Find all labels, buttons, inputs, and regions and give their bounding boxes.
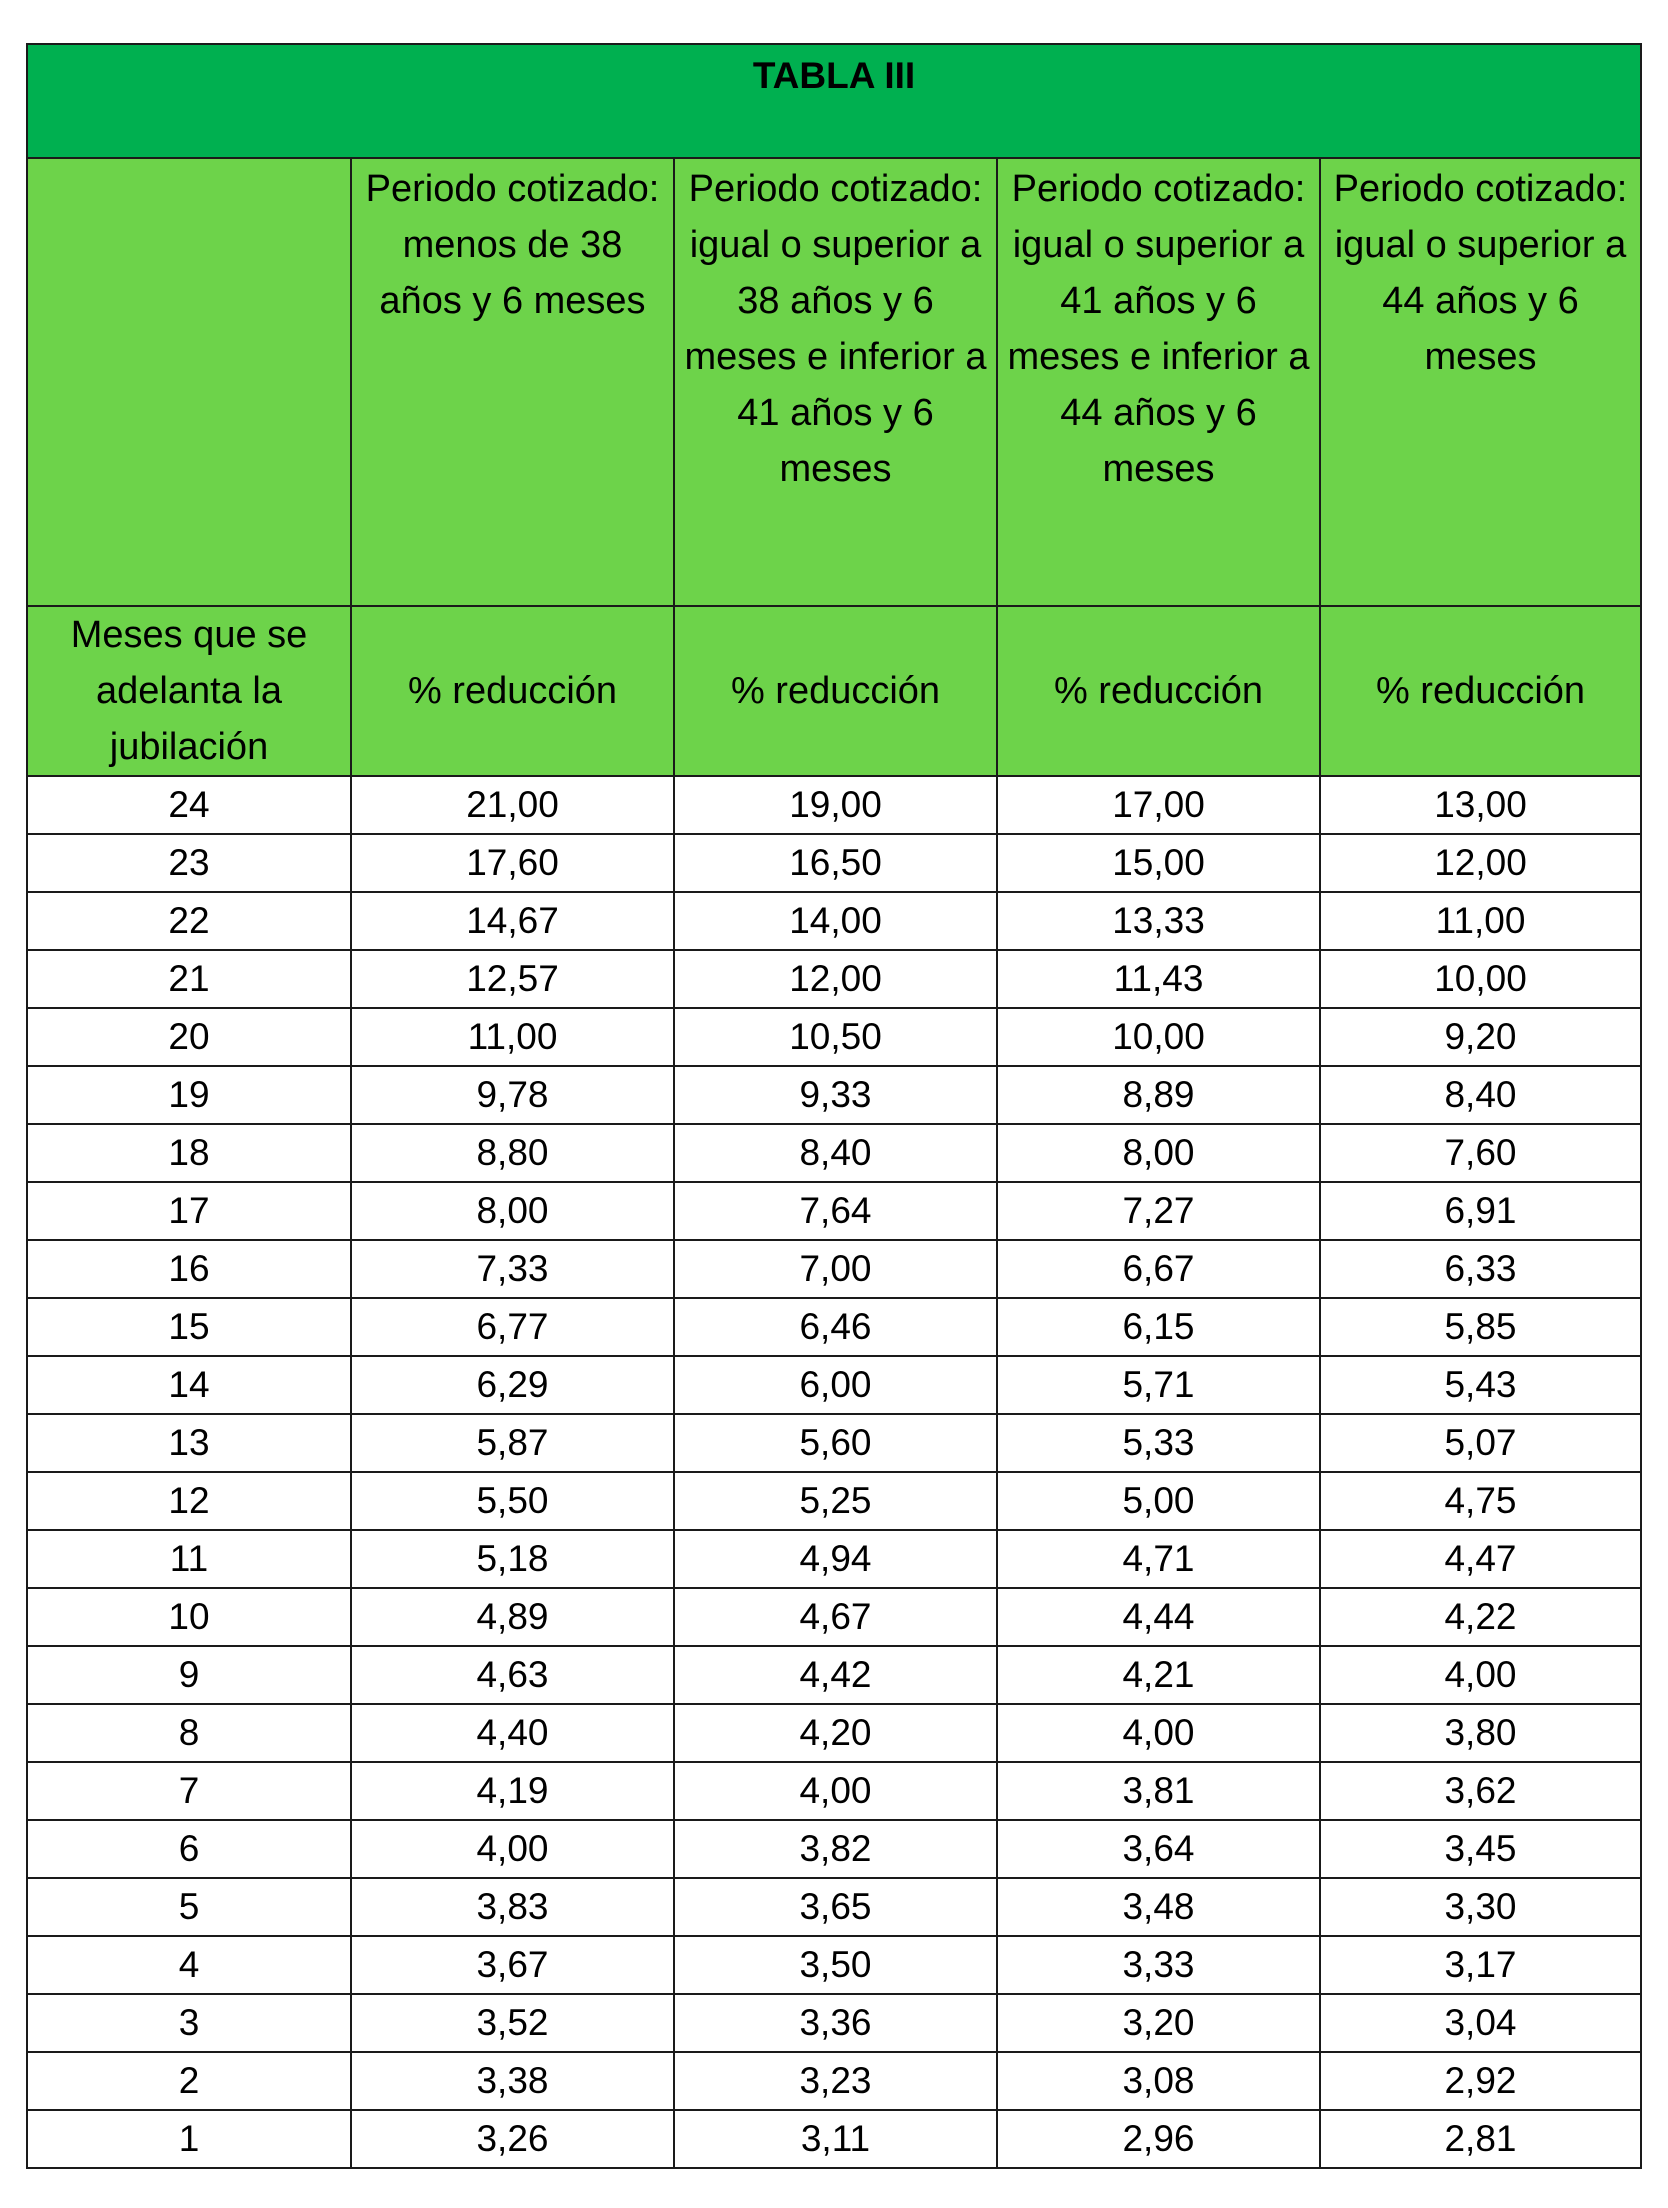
reduction-cell: 9,78: [351, 1066, 674, 1124]
reduction-cell: 17,00: [997, 776, 1320, 834]
header-row: [27, 158, 1641, 606]
reduction-cell: 17,60: [351, 834, 674, 892]
subheader-row: [27, 606, 1641, 776]
months-cell: 17: [27, 1182, 351, 1240]
reduction-cell: 2,81: [1320, 2110, 1641, 2168]
table-row: [27, 1878, 1641, 1936]
table-row: [27, 1762, 1641, 1820]
reduction-cell: 6,33: [1320, 1240, 1641, 1298]
reduction-cell: 5,85: [1320, 1298, 1641, 1356]
reduction-cell: 4,22: [1320, 1588, 1641, 1646]
reduction-cell: 4,63: [351, 1646, 674, 1704]
reduction-cell: 3,65: [674, 1878, 997, 1936]
reduction-cell: 7,27: [997, 1182, 1320, 1240]
reduction-cell: 14,67: [351, 892, 674, 950]
reduction-cell: 4,00: [997, 1704, 1320, 1762]
reduction-cell: 5,18: [351, 1530, 674, 1588]
months-cell: 10: [27, 1588, 351, 1646]
months-cell: 24: [27, 776, 351, 834]
reduction-cell: 4,42: [674, 1646, 997, 1704]
months-cell: 7: [27, 1762, 351, 1820]
reduction-cell: 8,80: [351, 1124, 674, 1182]
header-cell-period-2: Periodo cotizado: igual o superior a 38 años y 6 meses e inferior a 41 años y 6 meses: [674, 158, 997, 606]
reduction-table: [26, 43, 1642, 2169]
reduction-cell: 6,77: [351, 1298, 674, 1356]
reduction-cell: 6,91: [1320, 1182, 1641, 1240]
reduction-cell: 4,00: [351, 1820, 674, 1878]
months-cell: 18: [27, 1124, 351, 1182]
title-row: [27, 44, 1641, 158]
reduction-cell: 9,33: [674, 1066, 997, 1124]
months-cell: 13: [27, 1414, 351, 1472]
months-cell: 1: [27, 2110, 351, 2168]
reduction-cell: 4,94: [674, 1530, 997, 1588]
months-cell: 23: [27, 834, 351, 892]
reduction-cell: 4,47: [1320, 1530, 1641, 1588]
table-row: [27, 1414, 1641, 1472]
months-cell: 2: [27, 2052, 351, 2110]
reduction-cell: 11,43: [997, 950, 1320, 1008]
reduction-cell: 3,81: [997, 1762, 1320, 1820]
reduction-cell: 5,87: [351, 1414, 674, 1472]
reduction-cell: 5,07: [1320, 1414, 1641, 1472]
reduction-cell: 5,25: [674, 1472, 997, 1530]
months-cell: 22: [27, 892, 351, 950]
reduction-cell: 4,40: [351, 1704, 674, 1762]
reduction-cell: 5,43: [1320, 1356, 1641, 1414]
reduction-cell: 4,00: [1320, 1646, 1641, 1704]
table-row: [27, 776, 1641, 834]
header-cell-period-1: Periodo cotizado: menos de 38 años y 6 meses: [351, 158, 674, 606]
table-row: [27, 950, 1641, 1008]
reduction-cell: 5,33: [997, 1414, 1320, 1472]
months-cell: 21: [27, 950, 351, 1008]
reduction-cell: 3,23: [674, 2052, 997, 2110]
reduction-cell: 3,45: [1320, 1820, 1641, 1878]
subheader-reduction: % reducción: [351, 606, 674, 776]
reduction-cell: 4,20: [674, 1704, 997, 1762]
reduction-cell: 3,64: [997, 1820, 1320, 1878]
reduction-cell: 10,50: [674, 1008, 997, 1066]
reduction-cell: 10,00: [1320, 950, 1641, 1008]
reduction-cell: 5,71: [997, 1356, 1320, 1414]
reduction-cell: 3,67: [351, 1936, 674, 1994]
table-row: [27, 1936, 1641, 1994]
reduction-cell: 8,89: [997, 1066, 1320, 1124]
table-row: [27, 1124, 1641, 1182]
reduction-cell: 6,00: [674, 1356, 997, 1414]
table-row: [27, 1646, 1641, 1704]
table-row: [27, 1530, 1641, 1588]
months-cell: 8: [27, 1704, 351, 1762]
table-row: [27, 2110, 1641, 2168]
reduction-cell: 15,00: [997, 834, 1320, 892]
table-row: [27, 1820, 1641, 1878]
header-cell-period-4: Periodo cotizado: igual o superior a 44 años y 6 meses: [1320, 158, 1641, 606]
reduction-cell: 10,00: [997, 1008, 1320, 1066]
subheader-reduction: % reducción: [1320, 606, 1641, 776]
reduction-cell: 3,80: [1320, 1704, 1641, 1762]
reduction-cell: 7,64: [674, 1182, 997, 1240]
reduction-cell: 3,83: [351, 1878, 674, 1936]
reduction-cell: 8,40: [1320, 1066, 1641, 1124]
reduction-cell: 3,20: [997, 1994, 1320, 2052]
reduction-cell: 4,19: [351, 1762, 674, 1820]
reduction-cell: 11,00: [351, 1008, 674, 1066]
months-cell: 14: [27, 1356, 351, 1414]
reduction-cell: 3,52: [351, 1994, 674, 2052]
subheader-reduction: % reducción: [674, 606, 997, 776]
reduction-cell: 9,20: [1320, 1008, 1641, 1066]
months-cell: 6: [27, 1820, 351, 1878]
reduction-cell: 4,00: [674, 1762, 997, 1820]
months-cell: 5: [27, 1878, 351, 1936]
subheader-reduction: % reducción: [997, 606, 1320, 776]
months-cell: 11: [27, 1530, 351, 1588]
table-row: [27, 834, 1641, 892]
header-cell-period-3: Periodo cotizado: igual o superior a 41 años y 6 meses e inferior a 44 años y 6 meses: [997, 158, 1320, 606]
reduction-cell: 2,92: [1320, 2052, 1641, 2110]
table-row: [27, 1588, 1641, 1646]
table-row: [27, 1298, 1641, 1356]
reduction-cell: 3,62: [1320, 1762, 1641, 1820]
table-row: [27, 1994, 1641, 2052]
reduction-cell: 6,15: [997, 1298, 1320, 1356]
reduction-cell: 6,46: [674, 1298, 997, 1356]
reduction-cell: 3,50: [674, 1936, 997, 1994]
reduction-cell: 21,00: [351, 776, 674, 834]
reduction-cell: 3,38: [351, 2052, 674, 2110]
reduction-cell: 16,50: [674, 834, 997, 892]
reduction-cell: 5,50: [351, 1472, 674, 1530]
reduction-cell: 3,36: [674, 1994, 997, 2052]
reduction-cell: 4,44: [997, 1588, 1320, 1646]
months-cell: 12: [27, 1472, 351, 1530]
table-row: [27, 1704, 1641, 1762]
table-row: [27, 892, 1641, 950]
months-cell: 16: [27, 1240, 351, 1298]
table-row: [27, 1472, 1641, 1530]
subheader-months: Meses que se adelanta la jubilación: [27, 606, 351, 776]
table-row: [27, 1182, 1641, 1240]
table-row: [27, 1356, 1641, 1414]
reduction-cell: 13,00: [1320, 776, 1641, 834]
reduction-cell: 6,29: [351, 1356, 674, 1414]
reduction-cell: 3,26: [351, 2110, 674, 2168]
reduction-cell: 12,57: [351, 950, 674, 1008]
reduction-cell: 4,71: [997, 1530, 1320, 1588]
reduction-cell: 4,89: [351, 1588, 674, 1646]
months-cell: 20: [27, 1008, 351, 1066]
table-row: [27, 1066, 1641, 1124]
reduction-cell: 3,33: [997, 1936, 1320, 1994]
months-cell: 9: [27, 1646, 351, 1704]
reduction-cell: 5,00: [997, 1472, 1320, 1530]
reduction-cell: 4,67: [674, 1588, 997, 1646]
reduction-cell: 3,08: [997, 2052, 1320, 2110]
reduction-cell: 12,00: [674, 950, 997, 1008]
reduction-cell: 7,33: [351, 1240, 674, 1298]
reduction-cell: 4,21: [997, 1646, 1320, 1704]
header-cell-empty: [27, 158, 351, 606]
reduction-cell: 3,82: [674, 1820, 997, 1878]
reduction-cell: 13,33: [997, 892, 1320, 950]
table-row: [27, 1008, 1641, 1066]
reduction-cell: 8,00: [997, 1124, 1320, 1182]
reduction-cell: 3,11: [674, 2110, 997, 2168]
months-cell: 19: [27, 1066, 351, 1124]
reduction-cell: 3,17: [1320, 1936, 1641, 1994]
table-row: [27, 2052, 1641, 2110]
table-title: TABLA III: [27, 44, 1641, 158]
reduction-cell: 19,00: [674, 776, 997, 834]
reduction-table-container: [26, 43, 1640, 2169]
reduction-cell: 3,48: [997, 1878, 1320, 1936]
reduction-cell: 5,60: [674, 1414, 997, 1472]
reduction-cell: 8,00: [351, 1182, 674, 1240]
reduction-cell: 8,40: [674, 1124, 997, 1182]
reduction-cell: 12,00: [1320, 834, 1641, 892]
reduction-cell: 7,60: [1320, 1124, 1641, 1182]
months-cell: 4: [27, 1936, 351, 1994]
reduction-cell: 11,00: [1320, 892, 1641, 950]
months-cell: 15: [27, 1298, 351, 1356]
reduction-cell: 6,67: [997, 1240, 1320, 1298]
reduction-cell: 3,04: [1320, 1994, 1641, 2052]
reduction-cell: 7,00: [674, 1240, 997, 1298]
months-cell: 3: [27, 1994, 351, 2052]
reduction-cell: 3,30: [1320, 1878, 1641, 1936]
reduction-cell: 14,00: [674, 892, 997, 950]
reduction-cell: 4,75: [1320, 1472, 1641, 1530]
reduction-cell: 2,96: [997, 2110, 1320, 2168]
table-row: [27, 1240, 1641, 1298]
